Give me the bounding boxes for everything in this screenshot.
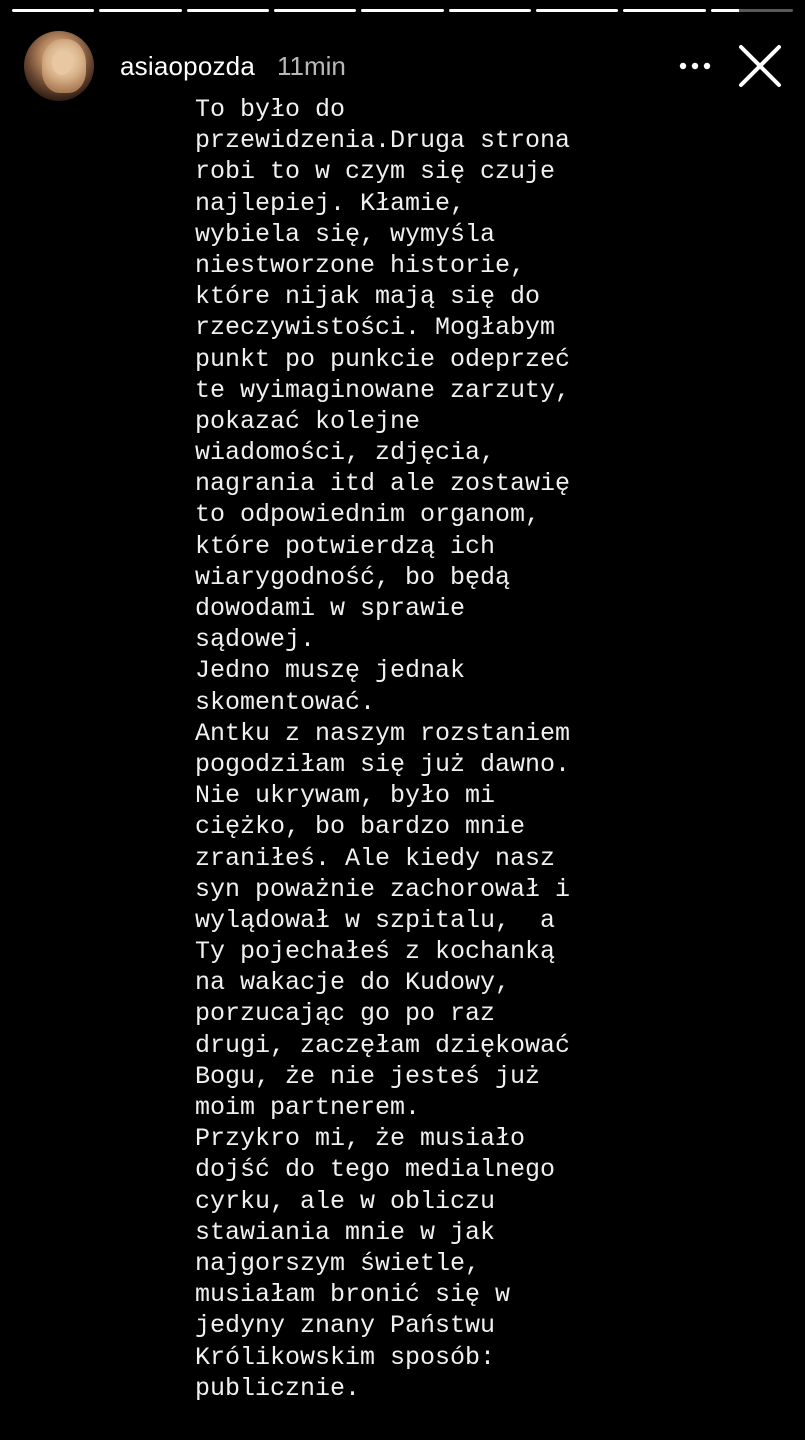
- story-text-line: które potwierdzą ich: [195, 531, 496, 561]
- progress-segment: [361, 9, 443, 12]
- story-text-line: cyrku, ale w obliczu: [195, 1186, 496, 1216]
- username[interactable]: asiaopozda: [120, 50, 255, 81]
- story-text-line: punkt po punkcie odeprzeć: [195, 344, 571, 374]
- story-text-line: pokazać kolejne: [195, 406, 421, 436]
- story-text-line: jedyny znany Państwu: [195, 1311, 496, 1341]
- story-text-line: które nijak mają się do: [195, 282, 541, 312]
- avatar[interactable]: [24, 31, 94, 101]
- story-text-line: porzucając go po raz: [195, 999, 496, 1029]
- story-text-line: musiałam bronić się w: [195, 1280, 511, 1310]
- close-button[interactable]: [735, 41, 785, 91]
- story-text-line: syn poważnie zachorował i: [195, 874, 571, 904]
- more-horizontal-icon: [675, 60, 715, 72]
- story-text-line: robi to w czym się czuje: [195, 157, 556, 187]
- story-text-line: najgorszym świetle,: [195, 1248, 481, 1278]
- story-text-line: niestworzone historie,: [195, 250, 526, 280]
- story-text-line: Antku z naszym rozstaniem: [195, 718, 571, 748]
- story-text-line: ciężko, bo bardzo mnie: [195, 812, 526, 842]
- more-options-button[interactable]: [673, 44, 717, 88]
- story-text-line: to odpowiednim organom,: [195, 500, 541, 530]
- story-text-line: pogodziłam się już dawno.: [195, 749, 571, 779]
- story-text: [195, 94, 795, 1404]
- story-text-line: stawiania mnie w jak: [195, 1217, 496, 1247]
- story-text-line: skomentować.: [195, 687, 376, 717]
- story-text-line: Bogu, że nie jesteś już: [195, 1061, 541, 1091]
- story-text-line: Jedno muszę jednak: [195, 656, 466, 686]
- story-text-line: Nie ukrywam, było mi: [195, 781, 496, 811]
- story-text-line: Ty pojechałeś z kochanką: [195, 937, 556, 967]
- story-text-line: przewidzenia.Druga strona: [195, 126, 571, 156]
- progress-segment: [274, 9, 356, 12]
- story-text-line: sądowej.: [195, 625, 316, 655]
- story-text-line: wiarygodność, bo będą: [195, 562, 511, 592]
- progress-fill: [711, 9, 740, 12]
- progress-segment: [99, 9, 181, 12]
- story-text-line: dowodami w sprawie: [195, 594, 466, 623]
- story-text-line: publicznie.: [195, 1373, 361, 1403]
- progress-segment: [12, 9, 94, 12]
- story-text-line: Królikowskim sposób:: [195, 1342, 496, 1372]
- timestamp: 11min: [277, 50, 346, 81]
- story-text-line: te wyimaginowane zarzuty,: [195, 375, 571, 405]
- story-text-line: najlepiej. Kłamie,: [195, 188, 466, 218]
- story-text-line: moim partnerem.: [195, 1093, 421, 1122]
- progress-segment: [536, 9, 618, 12]
- story-progress-bars: [12, 9, 793, 12]
- story-text-line: wybiela się, wymyśla: [195, 219, 496, 249]
- story-text-line: wylądował w szpitalu, a: [195, 905, 556, 935]
- progress-segment: [623, 9, 705, 12]
- story-text-line: rzeczywistości. Mogłabym: [195, 313, 556, 343]
- story-text-line: nagrania itd ale zostawię: [195, 469, 571, 499]
- story-header: [24, 28, 785, 104]
- story-text-line: wiadomości, zdjęcia,: [195, 438, 496, 468]
- progress-segment: [711, 9, 793, 12]
- progress-segment: [449, 9, 531, 12]
- story-text-line: zraniłeś. Ale kiedy nasz: [195, 843, 556, 873]
- story-text-line: dojść do tego medialnego: [195, 1155, 556, 1185]
- avatar-face: [52, 51, 72, 75]
- progress-segment: [187, 9, 269, 12]
- story-text-line: na wakacje do Kudowy,: [195, 968, 511, 998]
- story-text-line: drugi, zaczęłam dziękować: [195, 1030, 571, 1060]
- story-text-line: Przykro mi, że musiało: [195, 1124, 526, 1154]
- story-text-line: To było do: [195, 95, 346, 124]
- close-icon: [737, 43, 783, 89]
